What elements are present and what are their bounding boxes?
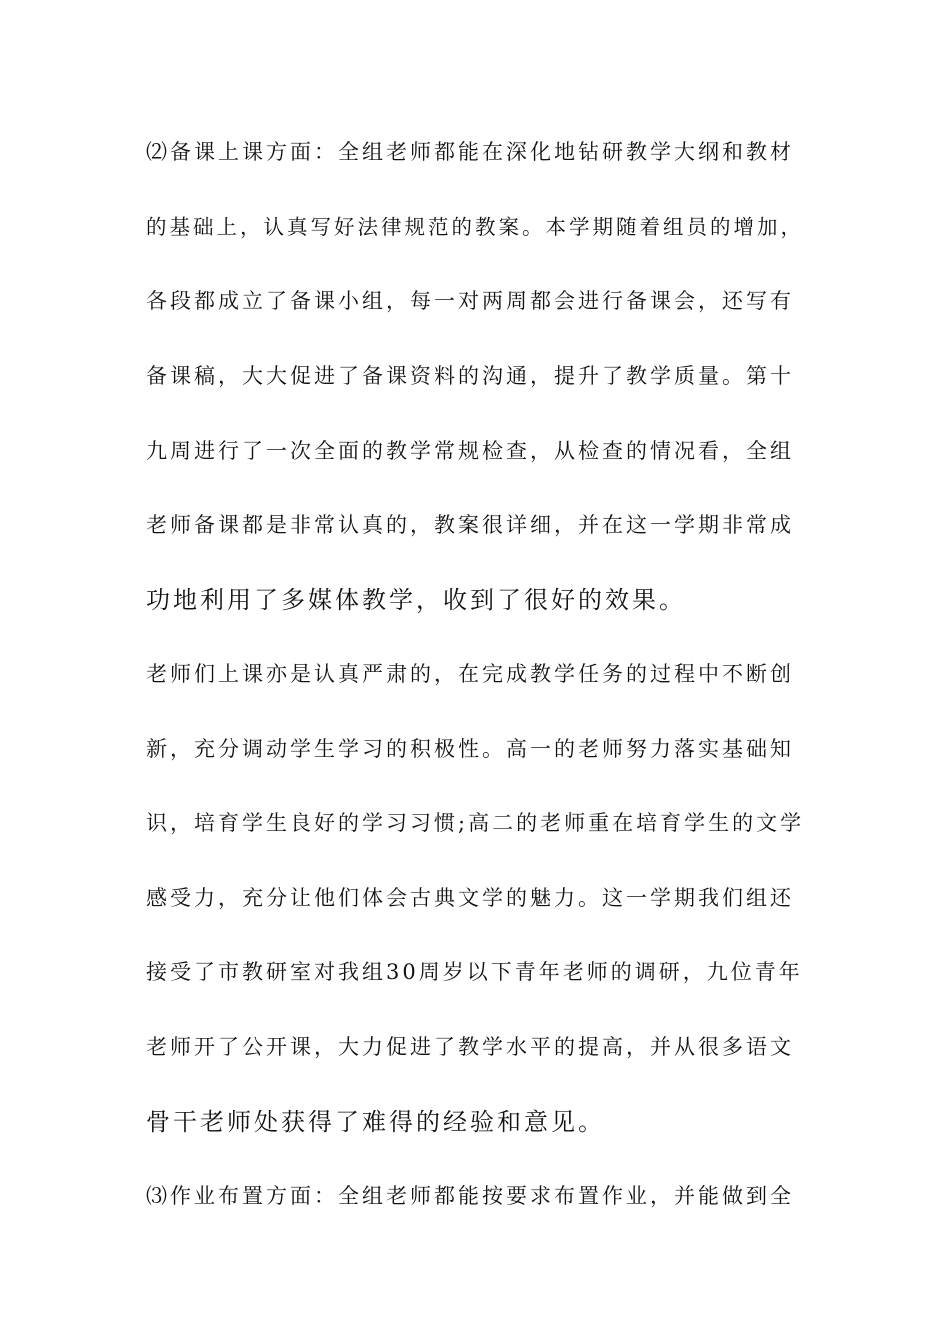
text-line-14: 骨干老师处获得了难得的经验和意见。	[146, 1108, 605, 1136]
text-line-6: 老师备课都是非常认真的，教案很详细，并在这一学期非常成	[146, 513, 794, 537]
text-line-5: 九周进行了一次全面的教学常规检查，从检查的情况看，全组	[146, 439, 794, 463]
text-line-8: 老师们上课亦是认真严肃的，在完成教学任务的过程中不断创	[146, 662, 794, 686]
text-line-1: ⑵备课上课方面：全组老师都能在深化地钻研教学大纲和教材	[146, 140, 794, 164]
text-line-4: 备课稿，大大促进了备课资料的沟通，提升了教学质量。第十	[146, 364, 794, 388]
text-line-11: 感受力，充分让他们体会古典文学的魅力。这一学期我们组还	[146, 886, 794, 910]
text-line-12: 接受了市教研室对我组30周岁以下青年老师的调研，九位青年	[146, 960, 803, 984]
text-line-7: 功地利用了多媒体教学，收到了很好的效果。	[146, 586, 686, 614]
text-line-15: ⑶作业布置方面：全组老师都能按要求布置作业，并能做到全	[146, 1184, 794, 1208]
text-line-3: 各段都成立了备课小组，每一对两周都会进行备课会，还写有	[146, 289, 794, 313]
text-line-13: 老师开了公开课，大力促进了教学水平的提高，并从很多语文	[146, 1035, 794, 1059]
text-line-2: 的基础上，认真写好法律规范的教案。本学期随着组员的增加，	[146, 215, 804, 239]
text-line-10: 识，培育学生良好的学习习惯;高二的老师重在培育学生的文学	[146, 811, 805, 835]
text-line-9: 新，充分调动学生学习的积极性。高一的老师努力落实基础知	[146, 737, 794, 761]
